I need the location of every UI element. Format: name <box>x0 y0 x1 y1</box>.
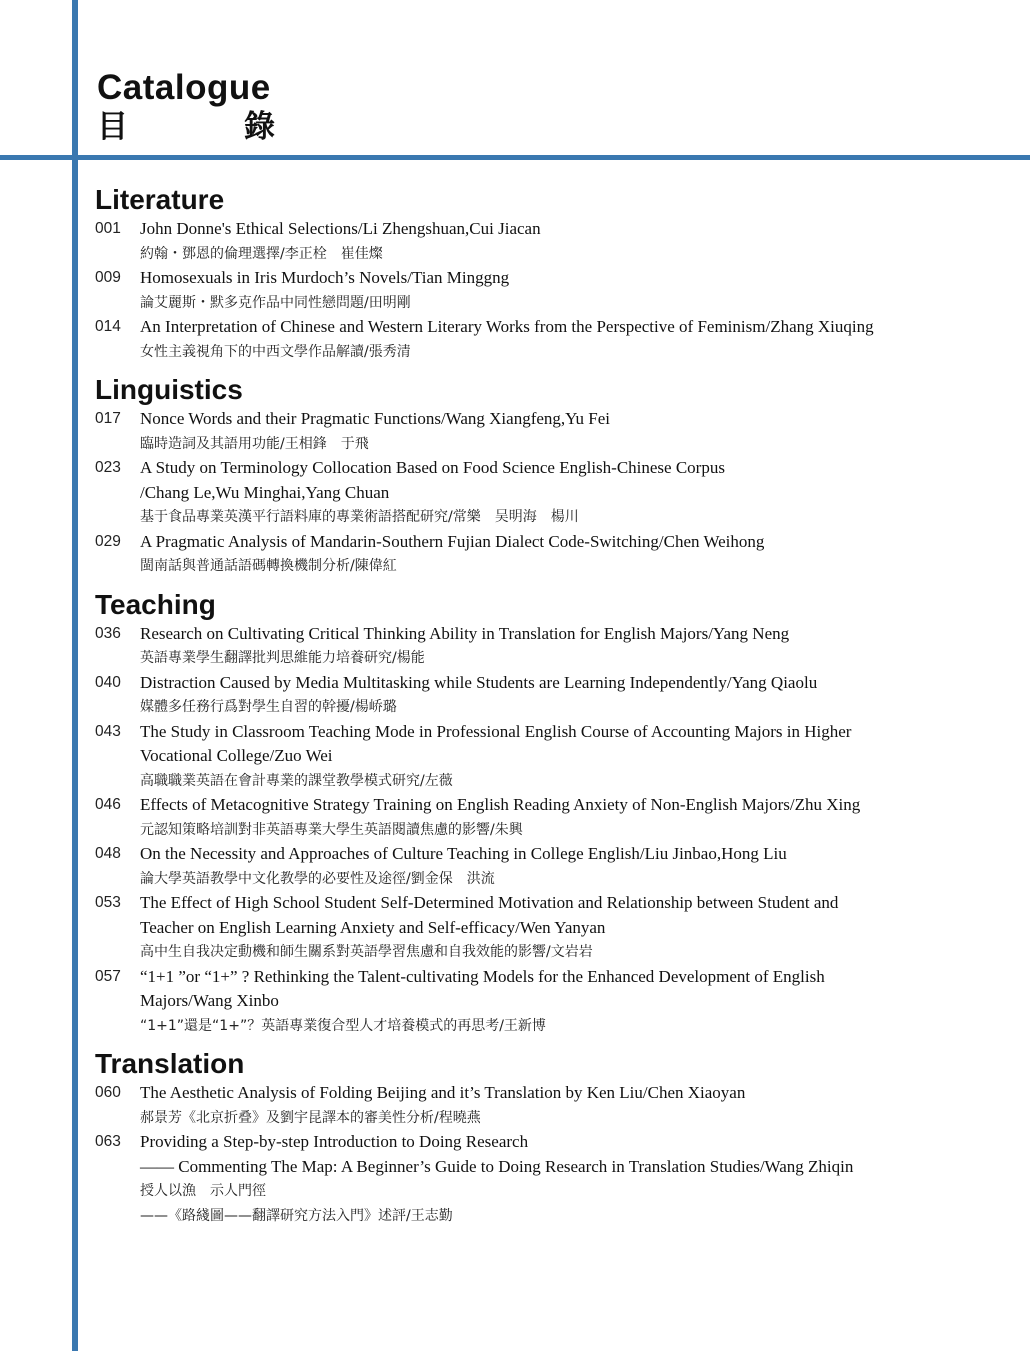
entry-title-zh: 高職職業英語在會計專業的課堂教學模式研究/左薇 <box>140 772 453 789</box>
entry-text <box>140 671 995 720</box>
entry-text <box>140 720 995 794</box>
toc-entry[interactable] <box>95 842 995 891</box>
catalogue-title-chinese <box>97 108 275 146</box>
entry-title-zh: 論大學英語教學中文化教學的必要性及途徑/劉金保 洪流 <box>140 870 495 887</box>
entry-title-en: The Effect of High School Student Self-Determined Motivation and Relationship between Student and <box>140 893 839 912</box>
entry-text <box>140 842 995 891</box>
page-number: 060 <box>95 1084 121 1101</box>
toc-entry[interactable] <box>95 530 995 579</box>
toc-entry[interactable] <box>95 720 995 794</box>
section-title: Translation <box>95 1048 245 1079</box>
entry-text <box>140 1081 995 1130</box>
entry-title-en: The Aesthetic Analysis of Folding Beijing and it’s Translation by Ken Liu/Chen Xiaoyan <box>140 1083 746 1102</box>
entry-title-zh: 閩南話與普通話語碼轉換機制分析/陳偉紅 <box>140 558 397 574</box>
toc-entry[interactable] <box>95 671 995 720</box>
toc-entry[interactable] <box>95 315 995 364</box>
entry-title-zh: 郝景芳《北京折叠》及劉宇昆譯本的審美性分析/程曉燕 <box>140 1109 481 1126</box>
table-of-contents <box>95 183 995 1237</box>
toc-entry[interactable] <box>95 891 995 965</box>
toc-entry[interactable] <box>95 965 995 1039</box>
page-number: 001 <box>95 220 121 237</box>
page-number: 040 <box>95 673 121 691</box>
entry-title-zh: 基于食品專業英漢平行語料庫的專業術語搭配研究/常樂 吴明海 楊川 <box>140 509 579 525</box>
entry-title-en: Teacher on English Learning Anxiety and Self-efficacy/Wen Yanyan <box>140 917 606 937</box>
entry-text <box>140 793 995 842</box>
entry-title-zh: 女性主義視角下的中西文學作品解讀/張秀清 <box>140 343 411 360</box>
page-number: 029 <box>95 532 121 550</box>
entry-title-en: Distraction Caused by Media Multitasking while Students are Learning Independently/Yang Qiaolu <box>140 672 818 692</box>
entry-title-en: A Pragmatic Analysis of Mandarin-Southern Fujian Dialect Code-Switching/Chen Weihong <box>140 531 765 551</box>
entry-text <box>140 217 995 266</box>
page-number: 053 <box>95 894 121 911</box>
toc-entry[interactable] <box>95 266 995 315</box>
vertical-accent-bar <box>72 0 78 1351</box>
entry-title-en: “1+1 ”or “1+” ? Rethinking the Talent-cultivating Models for the Enhanced Development of English <box>140 966 825 986</box>
entry-title-en: Research on Cultivating Critical Thinking Ability in Translation for English Majors/Yang Neng <box>140 623 790 643</box>
entry-title-en: On the Necessity and Approaches of Culture Teaching in College English/Liu Jinbao,Hong Liu <box>140 844 787 863</box>
entry-text <box>140 622 995 671</box>
toc-entry[interactable] <box>95 622 995 671</box>
entry-title-zh: 高中生自我决定動機和師生關系對英語學習焦慮和自我效能的影響/文岩岩 <box>140 944 593 960</box>
toc-entry[interactable] <box>95 1081 995 1130</box>
entry-title-zh: 媒體多任務行爲對學生自習的幹擾/楊峤璐 <box>140 699 397 715</box>
entry-text <box>140 315 995 364</box>
entry-title-zh: 論艾麗斯・默多克作品中同性戀問題/田明剛 <box>140 294 411 311</box>
entry-title-en: John Donne's Ethical Selections/Li Zhengshuan,Cui Jiacan <box>140 219 541 238</box>
entry-title-zh: 臨時造詞及其語用功能/王相鋒 于飛 <box>140 435 369 452</box>
page-number: 023 <box>95 459 121 476</box>
entry-title-en: —— Commenting The Map: A Beginner’s Guide to Doing Research in Translation Studies/Wang Zhiqin <box>140 1156 854 1176</box>
page-number: 063 <box>95 1133 121 1150</box>
page-number: 043 <box>95 722 121 740</box>
entry-title-en: The Study in Classroom Teaching Mode in Professional English Course of Accounting Majors in Higher <box>140 721 852 741</box>
entry-title-en: Providing a Step-by-step Introduction to Doing Research <box>140 1132 529 1151</box>
section-teaching <box>95 588 995 1039</box>
page-number: 014 <box>95 318 121 335</box>
toc-entry[interactable] <box>95 407 995 456</box>
entry-text <box>140 530 995 579</box>
toc-entry[interactable] <box>95 456 995 530</box>
entry-title-en: Effects of Metacognitive Strategy Training on English Reading Anxiety of Non-English Majors/Zhu Xing <box>140 795 861 814</box>
entry-text <box>140 456 995 530</box>
section-title: Linguistics <box>95 374 243 405</box>
entry-text <box>140 1130 995 1228</box>
page-number: 017 <box>95 410 121 427</box>
entry-title-zh: 約翰・鄧恩的倫理選擇/李正栓 崔佳燦 <box>140 245 383 262</box>
page-number: 057 <box>95 967 121 985</box>
section-literature <box>95 183 995 364</box>
entry-title-en: /Chang Le,Wu Minghai,Yang Chuan <box>140 482 390 502</box>
entry-title-en: Majors/Wang Xinbo <box>140 991 279 1010</box>
toc-entry[interactable] <box>95 1130 995 1228</box>
horizontal-accent-bar <box>0 155 1030 160</box>
entry-text <box>140 407 995 456</box>
page-number: 046 <box>95 796 121 813</box>
entry-title-zh: “1+1”還是“1+”？英語專業復合型人才培養模式的再思考/王新博 <box>140 1017 546 1034</box>
section-title: Teaching <box>95 588 216 620</box>
entry-title-en: A Study on Terminology Collocation Based on Food Science English-Chinese Corpus <box>140 458 725 477</box>
entry-title-en: Vocational College/Zuo Wei <box>140 746 333 765</box>
entry-title-zh: ——《路綫圖——翻譯研究方法入門》述評/王志勤 <box>140 1207 453 1224</box>
toc-entry[interactable] <box>95 793 995 842</box>
entry-title-zh: 英語專業學生翻譯批判思維能力培養研究/楊能 <box>140 650 425 666</box>
section-linguistics <box>95 373 995 579</box>
entry-title-zh: 元認知策略培訓對非英語專業大學生英語閱讀焦慮的影響/朱興 <box>140 821 523 838</box>
entry-title-en: Homosexuals in Iris Murdoch’s Novels/Tian Minggng <box>140 268 510 287</box>
section-title: Literature <box>95 184 225 215</box>
page-number: 036 <box>95 624 121 642</box>
entry-title-zh: 授人以漁 示人門徑 <box>140 1183 266 1199</box>
page-number: 048 <box>95 845 121 862</box>
entry-title-en: Nonce Words and their Pragmatic Functions/Wang Xiangfeng,Yu Fei <box>140 409 611 428</box>
entry-title-en: An Interpretation of Chinese and Western Literary Works from the Perspective of Feminism/Zhang Xiuqing <box>140 317 874 336</box>
entry-text <box>140 266 995 315</box>
title-zh-char-1: 目 <box>97 109 128 145</box>
title-zh-char-2: 錄 <box>244 109 275 145</box>
catalogue-title: Catalogue <box>97 68 271 107</box>
section-translation <box>95 1047 995 1228</box>
entry-text <box>140 965 995 1039</box>
toc-entry[interactable] <box>95 217 995 266</box>
page-number: 009 <box>95 269 121 286</box>
entry-text <box>140 891 995 965</box>
